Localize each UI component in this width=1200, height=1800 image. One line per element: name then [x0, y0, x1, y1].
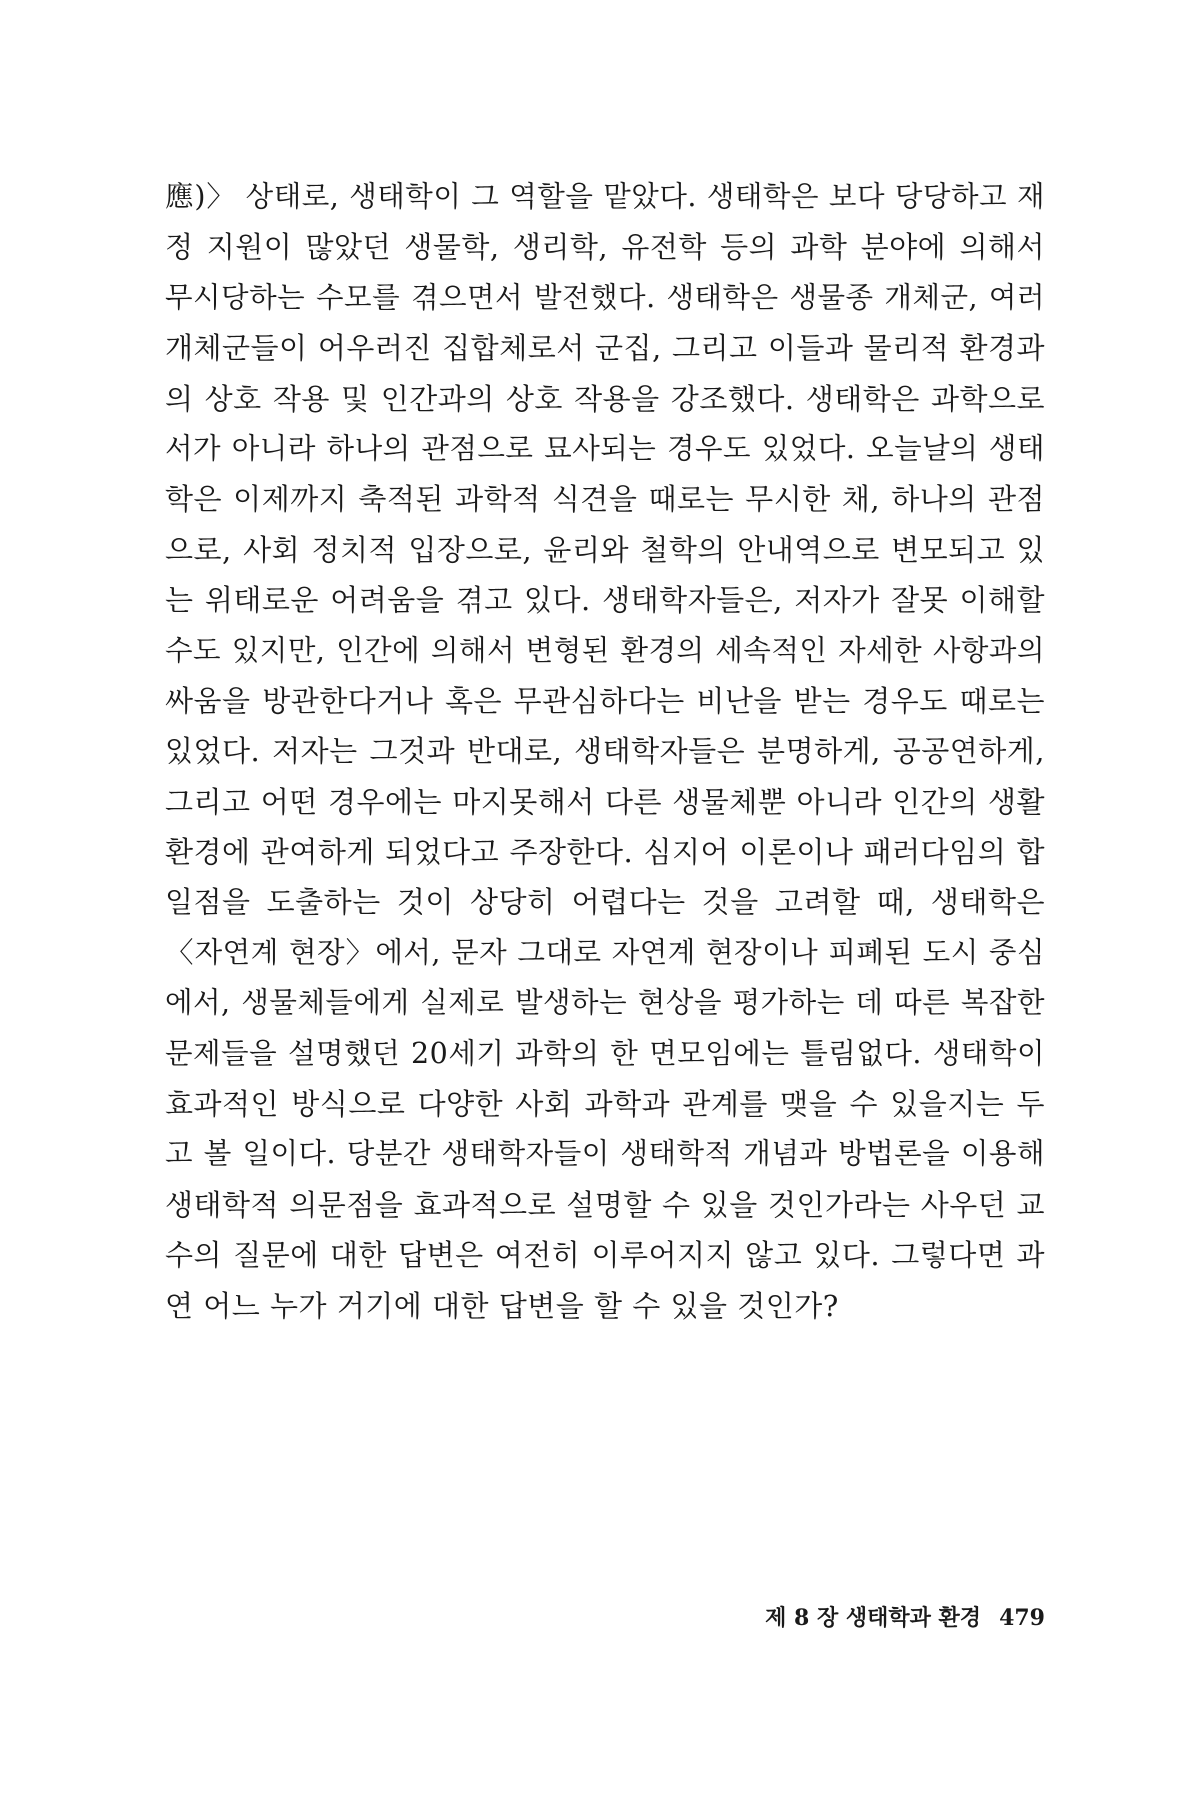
- text-line: 그리고 어떤 경우에는 마지못해서 다른 생물체뿐 아니라 인간의 생활: [165, 784, 1045, 819]
- text-line: 연 어느 누가 거기에 대한 답변을 할 수 있을 것인가?: [165, 1288, 839, 1323]
- chapter-title: 제 8 장 생태학과 환경: [765, 1605, 982, 1631]
- page-number: 479: [999, 1605, 1045, 1631]
- text-line: 문제들을 설명했던 20세기 과학의 한 면모임에는 틀림없다. 생태학이: [165, 1036, 1045, 1070]
- text-line: 〈자연계 현장〉에서, 문자 그대로 자연계 현장이나 피폐된 도시 중심: [165, 935, 1045, 969]
- body-text: [165, 172, 1045, 1331]
- text-line: 정 지원이 많았던 생물학, 생리학, 유전학 등의 과학 분야에 의해서: [165, 230, 1045, 265]
- text-line: 학은 이제까지 축적된 과학적 식견을 때로는 무시한 채, 하나의 관점: [165, 482, 1045, 517]
- running-footer: [765, 1598, 1045, 1638]
- text-line: 생태학적 의문점을 효과적으로 설명할 수 있을 것인가라는 사우던 교: [165, 1187, 1045, 1222]
- text-line: 으로, 사회 정치적 입장으로, 윤리와 철학의 안내역으로 변모되고 있: [165, 532, 1045, 567]
- text-line: 는 위태로운 어려움을 겪고 있다. 생태학자들은, 저자가 잘못 이해할: [165, 583, 1045, 618]
- text-line: 應)〉 상태로, 생태학이 그 역할을 맡았다. 생태학은 보다 당당하고 재: [165, 180, 1045, 213]
- text-line: 에서, 생물체들에게 실제로 발생하는 현상을 평가하는 데 따른 복잡한: [165, 986, 1045, 1020]
- text-line: 있었다. 저자는 그것과 반대로, 생태학자들은 분명하게, 공공연하게,: [165, 734, 1045, 769]
- text-line: 수의 질문에 대한 답변은 여전히 이루어지지 않고 있다. 그렇다면 과: [165, 1238, 1045, 1273]
- text-line: 개체군들이 어우러진 집합체로서 군집, 그리고 이들과 물리적 환경과: [165, 331, 1045, 366]
- text-line: 고 볼 일이다. 당분간 생태학자들이 생태학적 개념과 방법론을 이용해: [165, 1137, 1045, 1171]
- text-line: 서가 아니라 하나의 관점으로 묘사되는 경우도 있었다. 오늘날의 생태: [165, 431, 1045, 465]
- text-line: 환경에 관여하게 되었다고 주장한다. 심지어 이론이나 패러다임의 합: [165, 835, 1045, 870]
- text-line: 효과적인 방식으로 다양한 사회 과학과 관계를 맺을 수 있을지는 두: [165, 1087, 1045, 1122]
- text-line: 수도 있지만, 인간에 의해서 변형된 환경의 세속적인 자세한 사항과의: [165, 633, 1045, 667]
- text-line: 싸움을 방관한다거나 혹은 무관심하다는 비난을 받는 경우도 때로는: [165, 683, 1045, 718]
- text-line: 일점을 도출하는 것이 상당히 어렵다는 것을 고려할 때, 생태학은: [165, 885, 1045, 920]
- text-line: 무시당하는 수모를 겪으면서 발전했다. 생태학은 생물종 개체군, 여러: [165, 280, 1045, 314]
- text-line: 의 상호 작용 및 인간과의 상호 작용을 강조했다. 생태학은 과학으로: [165, 381, 1045, 416]
